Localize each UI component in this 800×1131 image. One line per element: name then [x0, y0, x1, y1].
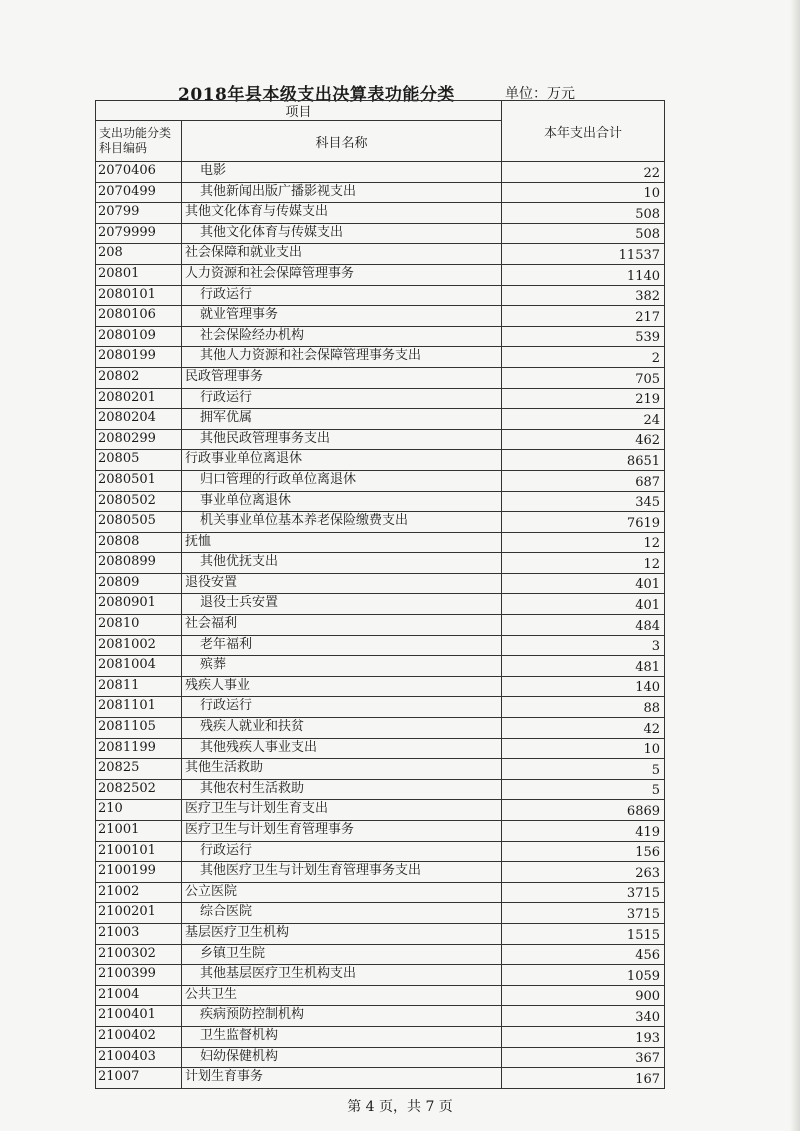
row-amount: 508: [502, 223, 665, 244]
row-code: 2080899: [96, 553, 182, 574]
row-name: 残疾人就业和扶贫: [182, 718, 502, 739]
row-code: 2080502: [96, 491, 182, 512]
scan-page-edge: [790, 0, 800, 1131]
row-name: 行政运行: [182, 841, 502, 862]
table-row: [96, 697, 665, 718]
row-code: 21007: [96, 1068, 182, 1089]
row-name: 行政事业单位离退休: [182, 450, 502, 471]
row-amount: 12: [502, 532, 665, 553]
row-code: 21001: [96, 821, 182, 842]
table-header: [96, 101, 665, 162]
table-row: [96, 429, 665, 450]
row-code: 208: [96, 244, 182, 265]
table-row: [96, 594, 665, 615]
table-row: [96, 615, 665, 636]
row-name: 其他生活救助: [182, 759, 502, 780]
row-name: 其他残疾人事业支出: [182, 738, 502, 759]
row-name: 卫生监督机构: [182, 1026, 502, 1047]
row-code: 21002: [96, 882, 182, 903]
row-amount: 3715: [502, 903, 665, 924]
row-code: 2081199: [96, 738, 182, 759]
row-code: 2100302: [96, 944, 182, 965]
row-code: 20802: [96, 367, 182, 388]
row-name: 其他医疗卫生与计划生育管理事务支出: [182, 862, 502, 883]
row-code: 2081105: [96, 718, 182, 739]
header-total: 本年支出合计: [502, 101, 665, 162]
row-name: 其他优抚支出: [182, 553, 502, 574]
unit-label: 单位：万元: [505, 86, 575, 102]
row-amount: 367: [502, 1047, 665, 1068]
table-row: [96, 553, 665, 574]
table-row: [96, 326, 665, 347]
table-row: [96, 388, 665, 409]
row-amount: 88: [502, 697, 665, 718]
row-name: 机关事业单位基本养老保险缴费支出: [182, 512, 502, 533]
row-name: 人力资源和社会保障管理事务: [182, 264, 502, 285]
table-row: [96, 264, 665, 285]
row-amount: 7619: [502, 512, 665, 533]
table-row: [96, 450, 665, 471]
row-name: 就业管理事务: [182, 306, 502, 327]
row-name: 计划生育事务: [182, 1068, 502, 1089]
row-name: 行政运行: [182, 285, 502, 306]
row-code: 210: [96, 800, 182, 821]
row-amount: 705: [502, 367, 665, 388]
row-amount: 456: [502, 944, 665, 965]
table-row: [96, 882, 665, 903]
table-row: [96, 409, 665, 430]
table-body: [96, 162, 665, 1089]
table-row: [96, 1047, 665, 1068]
table-row: [96, 244, 665, 265]
row-name: 事业单位离退休: [182, 491, 502, 512]
row-amount: 462: [502, 429, 665, 450]
table-row: [96, 573, 665, 594]
page-footer: 第 4 页，共 7 页: [347, 1099, 453, 1115]
header-code: 支出功能分类科目编码: [96, 121, 182, 162]
row-amount: 401: [502, 573, 665, 594]
table-row: [96, 182, 665, 203]
row-name: 医疗卫生与计划生育管理事务: [182, 821, 502, 842]
row-name: 乡镇卫生院: [182, 944, 502, 965]
table-row: [96, 203, 665, 224]
table-row: [96, 965, 665, 986]
row-code: 2080299: [96, 429, 182, 450]
row-code: 2080101: [96, 285, 182, 306]
row-code: 2100101: [96, 841, 182, 862]
row-name: 妇幼保健机构: [182, 1047, 502, 1068]
row-code: 2079999: [96, 223, 182, 244]
table-row: [96, 223, 665, 244]
row-amount: 11537: [502, 244, 665, 265]
row-amount: 156: [502, 841, 665, 862]
table-row: [96, 656, 665, 677]
row-amount: 900: [502, 985, 665, 1006]
row-code: 2080505: [96, 512, 182, 533]
row-name: 退役士兵安置: [182, 594, 502, 615]
row-name: 社会保障和就业支出: [182, 244, 502, 265]
table-row: [96, 1026, 665, 1047]
row-code: 2081004: [96, 656, 182, 677]
row-code: 2082502: [96, 779, 182, 800]
row-amount: 24: [502, 409, 665, 430]
row-amount: 2: [502, 347, 665, 368]
row-name: 抚恤: [182, 532, 502, 553]
row-name: 其他人力资源和社会保障管理事务支出: [182, 347, 502, 368]
row-code: 2080199: [96, 347, 182, 368]
row-name: 其他新闻出版广播影视支出: [182, 182, 502, 203]
row-code: 2081002: [96, 635, 182, 656]
row-code: 2080204: [96, 409, 182, 430]
table-row: [96, 923, 665, 944]
row-name: 归口管理的行政单位离退休: [182, 470, 502, 491]
row-amount: 484: [502, 615, 665, 636]
table-row: [96, 285, 665, 306]
row-code: 2080901: [96, 594, 182, 615]
row-code: 20805: [96, 450, 182, 471]
table-row: [96, 162, 665, 183]
header-item: 项目: [96, 101, 502, 121]
row-code: 2100399: [96, 965, 182, 986]
row-amount: 140: [502, 676, 665, 697]
row-amount: 193: [502, 1026, 665, 1047]
row-name: 行政运行: [182, 697, 502, 718]
row-code: 2081101: [96, 697, 182, 718]
row-name: 电影: [182, 162, 502, 183]
table-row: [96, 779, 665, 800]
row-name: 医疗卫生与计划生育支出: [182, 800, 502, 821]
row-amount: 382: [502, 285, 665, 306]
row-amount: 12: [502, 553, 665, 574]
table-row: [96, 367, 665, 388]
row-code: 20810: [96, 615, 182, 636]
row-code: 21004: [96, 985, 182, 1006]
row-name: 公立医院: [182, 882, 502, 903]
row-amount: 10: [502, 182, 665, 203]
row-name: 社会福利: [182, 615, 502, 636]
row-name: 疾病预防控制机构: [182, 1006, 502, 1027]
table-row: [96, 676, 665, 697]
row-name: 其他文化体育与传媒支出: [182, 203, 502, 224]
row-amount: 345: [502, 491, 665, 512]
table-row: [96, 821, 665, 842]
table-row: [96, 862, 665, 883]
row-amount: 401: [502, 594, 665, 615]
table-row: [96, 1068, 665, 1089]
row-amount: 419: [502, 821, 665, 842]
row-code: 2070499: [96, 182, 182, 203]
row-amount: 508: [502, 203, 665, 224]
table-row: [96, 903, 665, 924]
row-amount: 263: [502, 862, 665, 883]
row-amount: 481: [502, 656, 665, 677]
row-code: 2100402: [96, 1026, 182, 1047]
table-row: [96, 512, 665, 533]
row-amount: 1140: [502, 264, 665, 285]
row-name: 拥军优属: [182, 409, 502, 430]
row-amount: 6869: [502, 800, 665, 821]
row-name: 其他基层医疗卫生机构支出: [182, 965, 502, 986]
table-row: [96, 985, 665, 1006]
row-name: 其他农村生活救助: [182, 779, 502, 800]
row-name: 民政管理事务: [182, 367, 502, 388]
expenditure-table: [95, 100, 665, 1089]
row-amount: 10: [502, 738, 665, 759]
row-name: 残疾人事业: [182, 676, 502, 697]
table-row: [96, 1006, 665, 1027]
row-name: 行政运行: [182, 388, 502, 409]
row-amount: 219: [502, 388, 665, 409]
row-code: 2080109: [96, 326, 182, 347]
row-amount: 539: [502, 326, 665, 347]
row-name: 公共卫生: [182, 985, 502, 1006]
row-name: 基层医疗卫生机构: [182, 923, 502, 944]
row-amount: 3715: [502, 882, 665, 903]
row-code: 21003: [96, 923, 182, 944]
row-name: 社会保险经办机构: [182, 326, 502, 347]
row-amount: 42: [502, 718, 665, 739]
table-row: [96, 738, 665, 759]
row-amount: 687: [502, 470, 665, 491]
table-row: [96, 470, 665, 491]
table-row: [96, 635, 665, 656]
table-row: [96, 841, 665, 862]
row-code: 2080106: [96, 306, 182, 327]
row-amount: 1059: [502, 965, 665, 986]
row-amount: 8651: [502, 450, 665, 471]
row-code: 20801: [96, 264, 182, 285]
table-row: [96, 532, 665, 553]
row-name: 殡葬: [182, 656, 502, 677]
row-name: 综合医院: [182, 903, 502, 924]
table-row: [96, 944, 665, 965]
table-row: [96, 491, 665, 512]
table-row: [96, 800, 665, 821]
row-code: 2100201: [96, 903, 182, 924]
row-code: 2080501: [96, 470, 182, 491]
row-code: 20811: [96, 676, 182, 697]
row-amount: 3: [502, 635, 665, 656]
row-name: 其他文化体育与传媒支出: [182, 223, 502, 244]
row-amount: 340: [502, 1006, 665, 1027]
row-name: 退役安置: [182, 573, 502, 594]
row-code: 20825: [96, 759, 182, 780]
table-row: [96, 306, 665, 327]
row-amount: 5: [502, 779, 665, 800]
header-name: 科目名称: [182, 121, 502, 162]
table-row: [96, 347, 665, 368]
row-amount: 1515: [502, 923, 665, 944]
row-code: 2100403: [96, 1047, 182, 1068]
row-code: 2080201: [96, 388, 182, 409]
row-code: 20808: [96, 532, 182, 553]
row-name: 老年福利: [182, 635, 502, 656]
row-name: 其他民政管理事务支出: [182, 429, 502, 450]
row-code: 2070406: [96, 162, 182, 183]
row-code: 2100199: [96, 862, 182, 883]
row-amount: 5: [502, 759, 665, 780]
row-code: 20809: [96, 573, 182, 594]
row-code: 2100401: [96, 1006, 182, 1027]
row-code: 20799: [96, 203, 182, 224]
row-amount: 167: [502, 1068, 665, 1089]
page-title: 2018年县本级支出决算表功能分类: [178, 85, 455, 105]
row-amount: 22: [502, 162, 665, 183]
row-amount: 217: [502, 306, 665, 327]
table-row: [96, 718, 665, 739]
document-heading: [0, 80, 800, 105]
table-row: [96, 759, 665, 780]
